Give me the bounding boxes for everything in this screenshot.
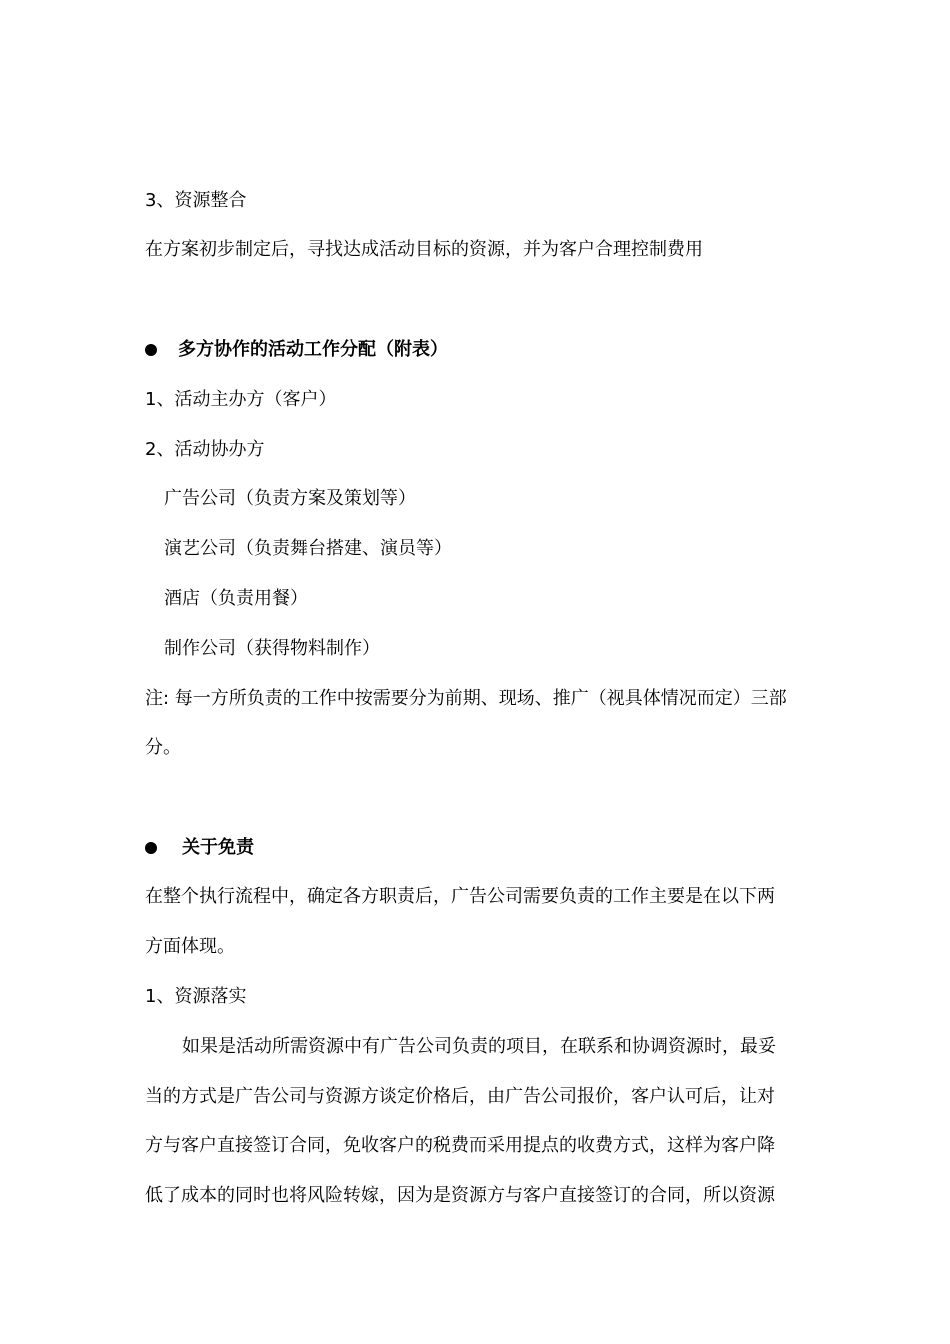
disclaimer-bullet-heading — [145, 836, 810, 860]
bullet-dot-icon — [145, 842, 157, 854]
collab-sub-item: 广告公司（负责方案及策划等） — [164, 488, 416, 509]
disclaimer-intro: 在整个执行流程中，确定各方职责后，广告公司需要负责的工作主要是在以下两 — [145, 886, 775, 907]
resource-body: 在方案初步制定后，寻找达成活动目标的资源，并为客户合理控制费用 — [145, 239, 703, 260]
disclaimer-item-resource: 1、资源落实 — [145, 986, 247, 1007]
collab-item-host: 1、活动主办方（客户） — [145, 389, 337, 410]
disclaimer-intro-continued: 方面体现。 — [145, 936, 235, 957]
collab-bullet-heading — [145, 338, 810, 362]
disclaimer-paragraph-line: 方与客户直接签订合同，免收客户的税费而采用提点的收费方式，这样为客户降 — [145, 1135, 775, 1156]
disclaimer-paragraph-line: 当的方式是广告公司与资源方谈定价格后，由广告公司报价，客户认可后，让对 — [145, 1086, 775, 1107]
collab-note-continued: 分。 — [145, 737, 181, 758]
resource-heading: 3、资源整合 — [145, 190, 247, 211]
collab-item-co-host: 2、活动协办方 — [145, 439, 265, 460]
collab-sub-item: 酒店（负责用餐） — [164, 588, 308, 609]
disclaimer-bullet-title: 关于免责 — [182, 837, 254, 858]
collab-bullet-title: 多方协作的活动工作分配（附表） — [178, 339, 448, 360]
collab-sub-item: 演艺公司（负责舞台搭建、演员等） — [164, 538, 452, 559]
collab-sub-item: 制作公司（获得物料制作） — [164, 638, 380, 659]
disclaimer-paragraph-line: 低了成本的同时也将风险转嫁，因为是资源方与客户直接签订的合同，所以资源 — [145, 1185, 775, 1206]
disclaimer-paragraph-line: 如果是活动所需资源中有广告公司负责的项目，在联系和协调资源时，最妥 — [182, 1036, 776, 1057]
bullet-dot-icon — [145, 344, 157, 356]
collab-note: 注: 每一方所负责的工作中按需要分为前期、现场、推广（视具体情况而定）三部 — [145, 688, 787, 709]
